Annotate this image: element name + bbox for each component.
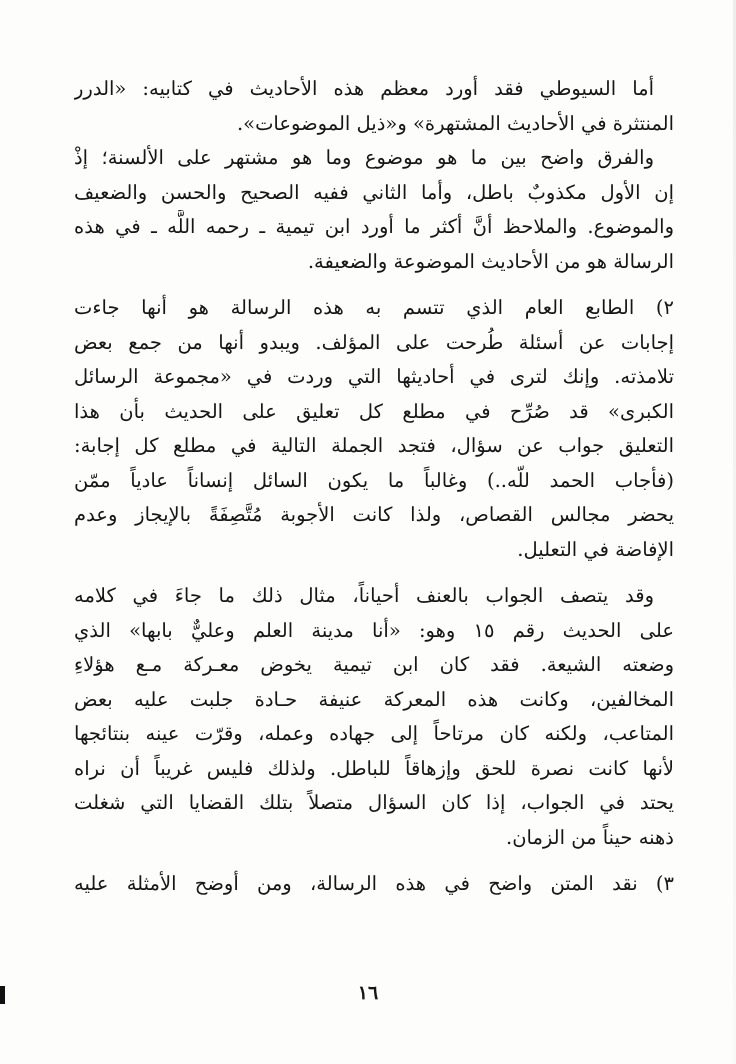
point-2-line-2: إجابات عن أسئلة طُرحت على المؤلف. ويبدو أنها من جمع بعض bbox=[74, 330, 674, 354]
point-2-line-4: الكبرى» قد صُرِّح في مطلع كل تعليق على الحديث بأن هذا bbox=[74, 399, 674, 423]
paragraph-4-line-1: وقد يتصف الجواب بالعنف أحياناً، مثال ذلك ما جاءَ في كلامه bbox=[74, 584, 654, 607]
document-body bbox=[74, 72, 674, 902]
point-3-line-1: ٣) نقد المتن واضح في هذه الرسالة، ومن أوضح الأمثلة عليه bbox=[74, 872, 674, 895]
point-2-line-7: يحضر مجالس القصاص، ولذا كانت الأجوبة مُتَّصِفَةً بالإيجاز وعدم bbox=[74, 503, 674, 526]
paragraph-2-line-2: إن الأول مكذوبٌ باطل، وأما الثاني ففيه الصحيح والحسن والضعيف bbox=[74, 180, 674, 204]
paragraph-4-line-3: وضعته الشيعة. فقد كان ابن تيمية يخوض معـركة مـع هؤلاءِ bbox=[74, 653, 674, 676]
point-2-line-1: ٢) الطابع العام الذي تتسم به هذه الرسالة هو أنها جاءت bbox=[74, 296, 674, 319]
paragraph-4-line-8: ذهنه حيناً من الزمان. bbox=[506, 825, 674, 849]
paragraph-1-line-1: أما السيوطي فقد أورد معظم هذه الأحاديث في كتابيه: «الدرر bbox=[74, 77, 654, 100]
page-number: ١٦ bbox=[357, 982, 379, 1004]
paragraph-2-line-3: والموضوع. والملاحظ أنَّ أكثر ما أورد ابن تيمية ـ رحمه اللَّه ـ في هذه bbox=[74, 215, 674, 238]
paragraph-4-line-2: على الحديث رقم ١٥ وهو: «أنا مدينة العلم وعليٌّ بابها» الذي bbox=[74, 618, 674, 642]
point-2-line-3: تلامذته. وإنك لترى في أحاديثها التي وردت في «مجموعة الرسائل bbox=[74, 365, 674, 388]
paragraph-1-line-2: المنتثرة في الأحاديث المشتهرة» و«ذيل الموضوعات». bbox=[236, 111, 674, 135]
scan-edge-mark bbox=[0, 986, 5, 1004]
point-2-line-8: الإفاضة في التعليل. bbox=[517, 537, 674, 561]
point-2-line-6: (فأجاب الحمد للّه..) وغالباً ما يكون السائل إنساناً عادياً ممّن bbox=[74, 468, 674, 492]
point-2-line-5: التعليق جواب عن سؤال، فتجد الجملة التالية في مطلع كل إجابة: bbox=[74, 434, 674, 457]
paragraph-4-line-6: لأنها كانت نصرة للحق وإزهاقاً للباطل. ولذلك فليس غريباً أن نراه bbox=[74, 756, 674, 780]
paragraph-2-line-1: والفرق واضح بين ما هو موضوع وما هو مشتهر على الألسنة؛ إذْ bbox=[74, 146, 654, 169]
paragraph-2-line-4: الرسالة هو من الأحاديث الموضوعة والضعيفة. bbox=[307, 249, 674, 273]
paragraph-4-line-7: يحتد في الجواب، إذا كان السؤال متصلاً بتلك القضايا التي شغلت bbox=[74, 791, 674, 814]
paragraph-4-line-5: المتاعب، ولكنه كان مرتاحاً إلى جهاده وعمله، وقرّت عينه بنتائجها bbox=[74, 722, 674, 745]
paragraph-4-line-4: المخالفين، وكانت هذه المعركة عنيفة حـادة جلبت عليه بعض bbox=[74, 687, 674, 711]
